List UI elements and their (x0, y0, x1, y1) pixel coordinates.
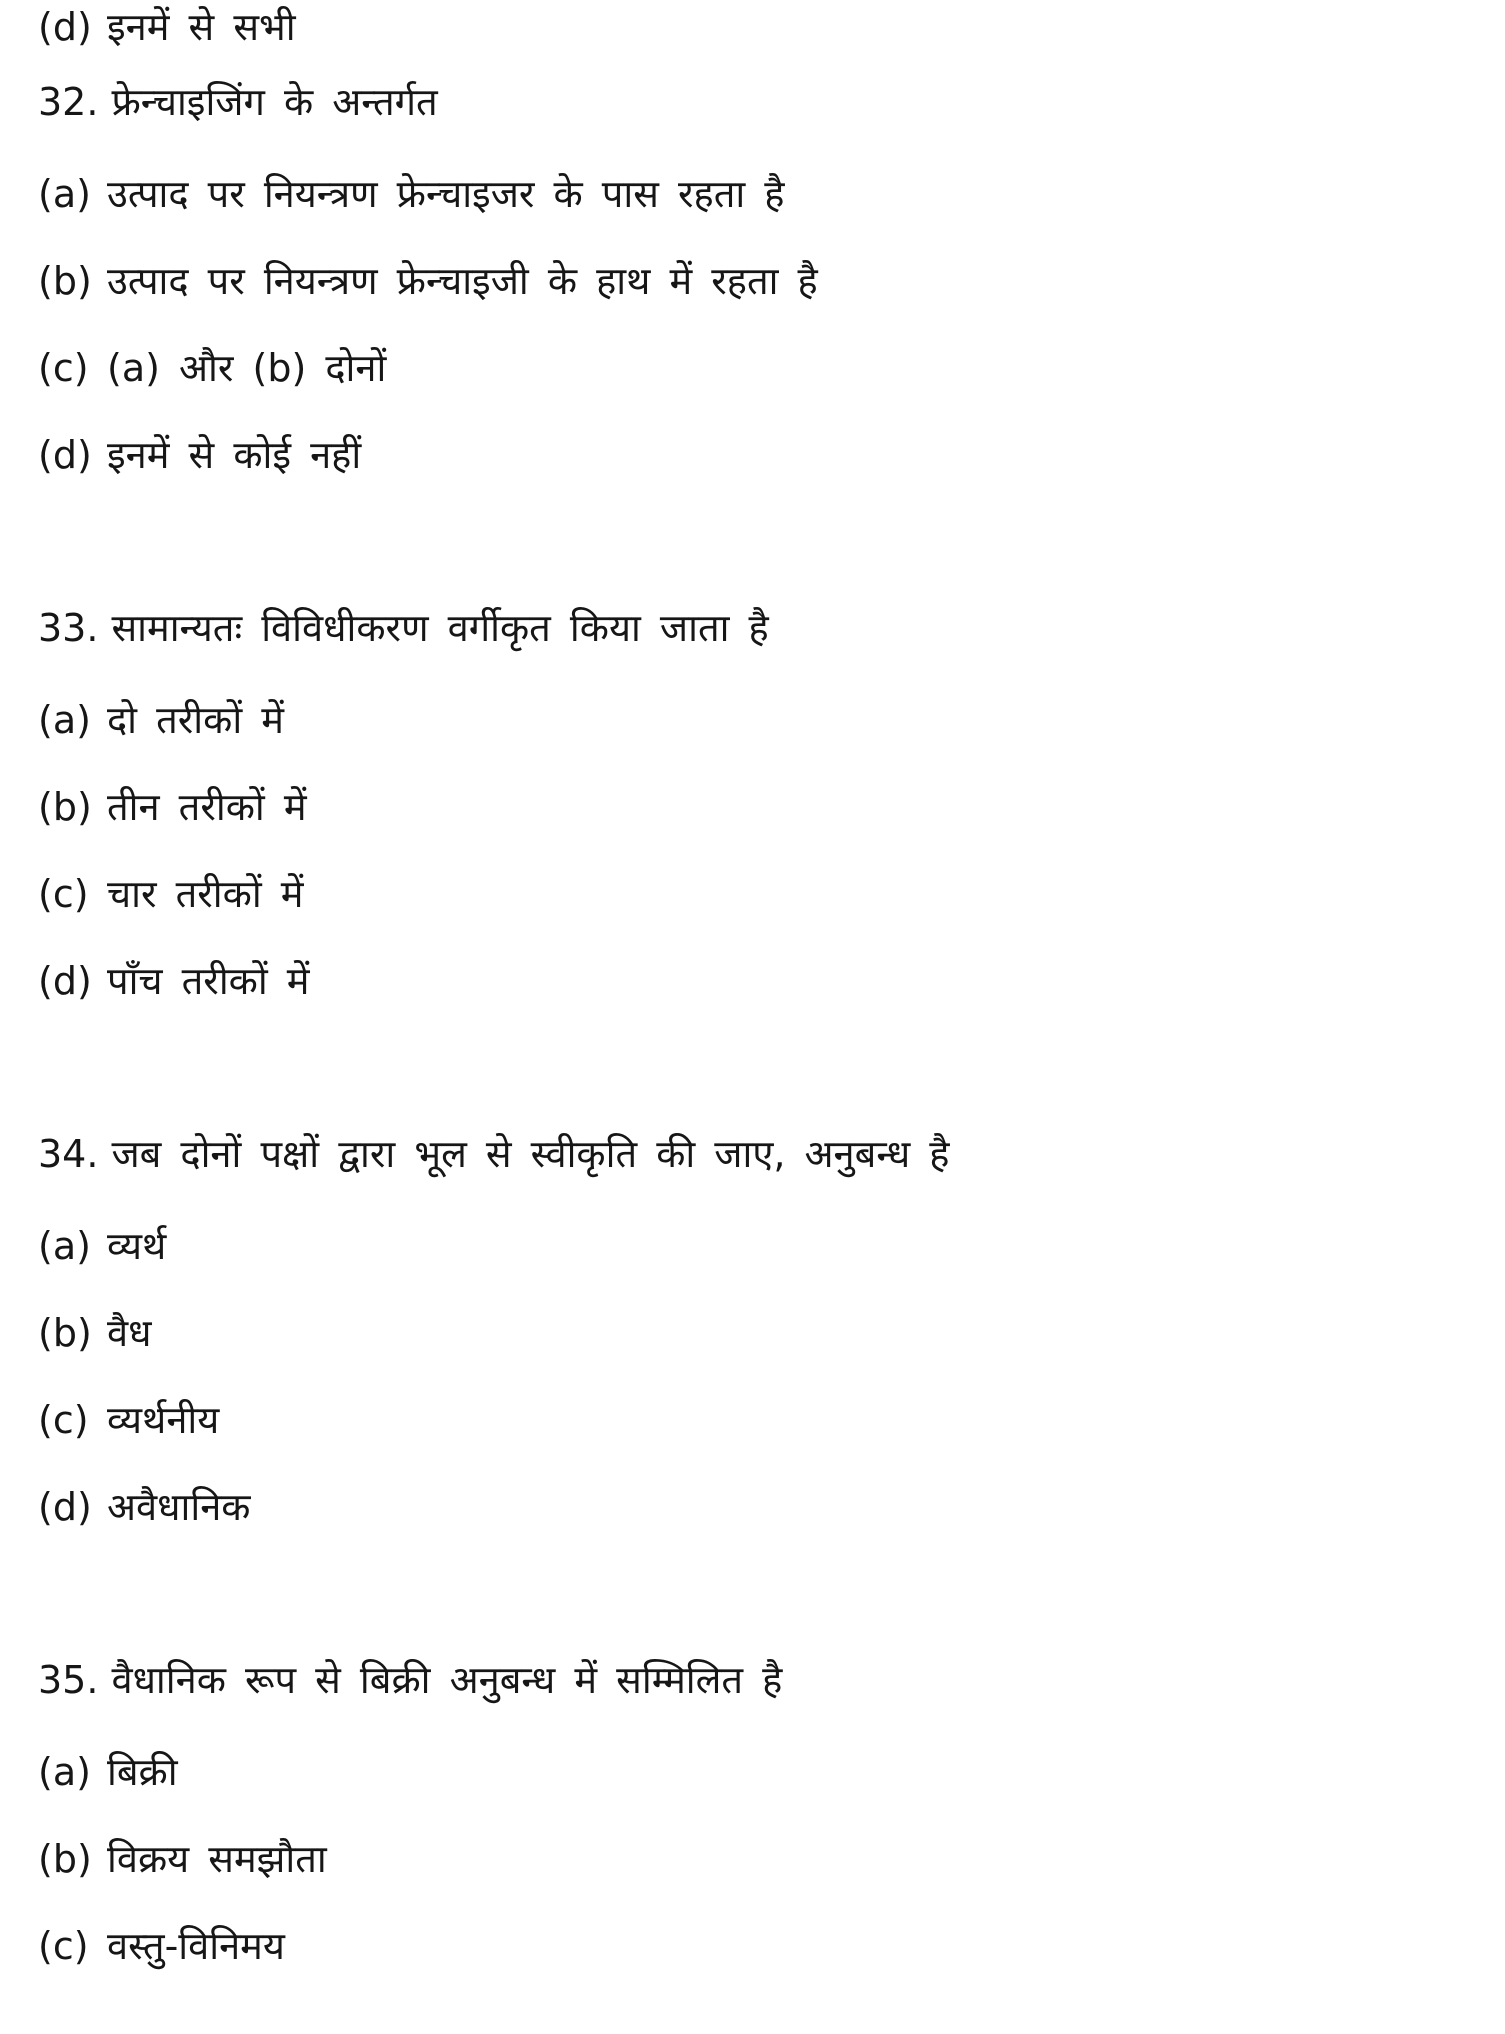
option-row (38, 696, 1481, 744)
option-row (38, 783, 1481, 831)
option-row (38, 1396, 1481, 1444)
option-label: (d) (38, 959, 92, 1003)
question-line (38, 1130, 1481, 1178)
option-text: उत्पाद पर नियन्त्रण फ्रेन्चाइजी के हाथ में रहता है (107, 259, 818, 303)
option-row (38, 1835, 1481, 1883)
option-label: (b) (38, 785, 92, 829)
question-text: फ्रेन्चाइजिंग के अन्तर्गत (111, 80, 438, 124)
option-label: (d) (38, 5, 92, 49)
question-block (38, 1130, 1481, 1531)
option-label: (b) (38, 259, 92, 303)
option-text: व्यर्थनीय (107, 1398, 220, 1442)
option-label: (b) (38, 1311, 92, 1355)
option-label: (a) (38, 1750, 91, 1794)
option-row (38, 1309, 1481, 1357)
option-label: (c) (38, 872, 89, 916)
question-block (38, 78, 1481, 479)
option-label: (a) (38, 698, 91, 742)
option-row (38, 1748, 1481, 1796)
option-row (38, 257, 1481, 305)
question-number: 35. (38, 1658, 99, 1702)
option-text: (a) और (b) दोनों (107, 346, 387, 390)
question-line (38, 604, 1481, 652)
option-label: (c) (38, 1398, 89, 1442)
question-block (38, 604, 1481, 1005)
option-label: (a) (38, 172, 91, 216)
option-text: इनमें से सभी (107, 5, 296, 49)
question-block (38, 1656, 1481, 1970)
option-text: चार तरीकों में (107, 872, 304, 916)
option-row (38, 1922, 1481, 1970)
option-text: अवैधानिक (107, 1485, 251, 1529)
option-label: (b) (38, 1837, 92, 1881)
option-label: (c) (38, 346, 89, 390)
question-number: 34. (38, 1132, 99, 1176)
option-text: व्यर्थ (107, 1224, 167, 1268)
option-text: वैध (107, 1311, 152, 1355)
question-number: 33. (38, 606, 99, 650)
option-row (38, 1222, 1481, 1270)
question-text: वैधानिक रूप से बिक्री अनुबन्ध में सम्मिलित है (111, 1658, 783, 1702)
option-text: पाँच तरीकों में (107, 959, 310, 1003)
option-row (38, 1483, 1481, 1531)
option-text: वस्तु-विनिमय (107, 1924, 285, 1968)
option-text: बिक्री (107, 1750, 178, 1794)
option-text: उत्पाद पर नियन्त्रण फ्रेन्चाइजर के पास रहता है (107, 172, 785, 216)
option-label: (a) (38, 1224, 91, 1268)
option-text: दो तरीकों में (107, 698, 284, 742)
option-text: तीन तरीकों में (107, 785, 307, 829)
option-row (38, 344, 1481, 392)
question-line (38, 1656, 1481, 1704)
option-row (38, 170, 1481, 218)
option-text: इनमें से कोई नहीं (107, 433, 362, 477)
option-label: (d) (38, 1485, 92, 1529)
option-label: (c) (38, 1924, 89, 1968)
question-number: 32. (38, 80, 99, 124)
option-row (38, 870, 1481, 918)
option-label: (d) (38, 433, 92, 477)
option-row (38, 431, 1481, 479)
question-text: सामान्यतः विविधीकरण वर्गीकृत किया जाता है (111, 606, 769, 650)
question-line (38, 78, 1481, 126)
option-row (38, 957, 1481, 1005)
option-text: विक्रय समझौता (107, 1837, 327, 1881)
option-row (38, 3, 1481, 51)
question-text: जब दोनों पक्षों द्वारा भूल से स्वीकृति की जाए, अनुबन्ध है (111, 1132, 950, 1176)
